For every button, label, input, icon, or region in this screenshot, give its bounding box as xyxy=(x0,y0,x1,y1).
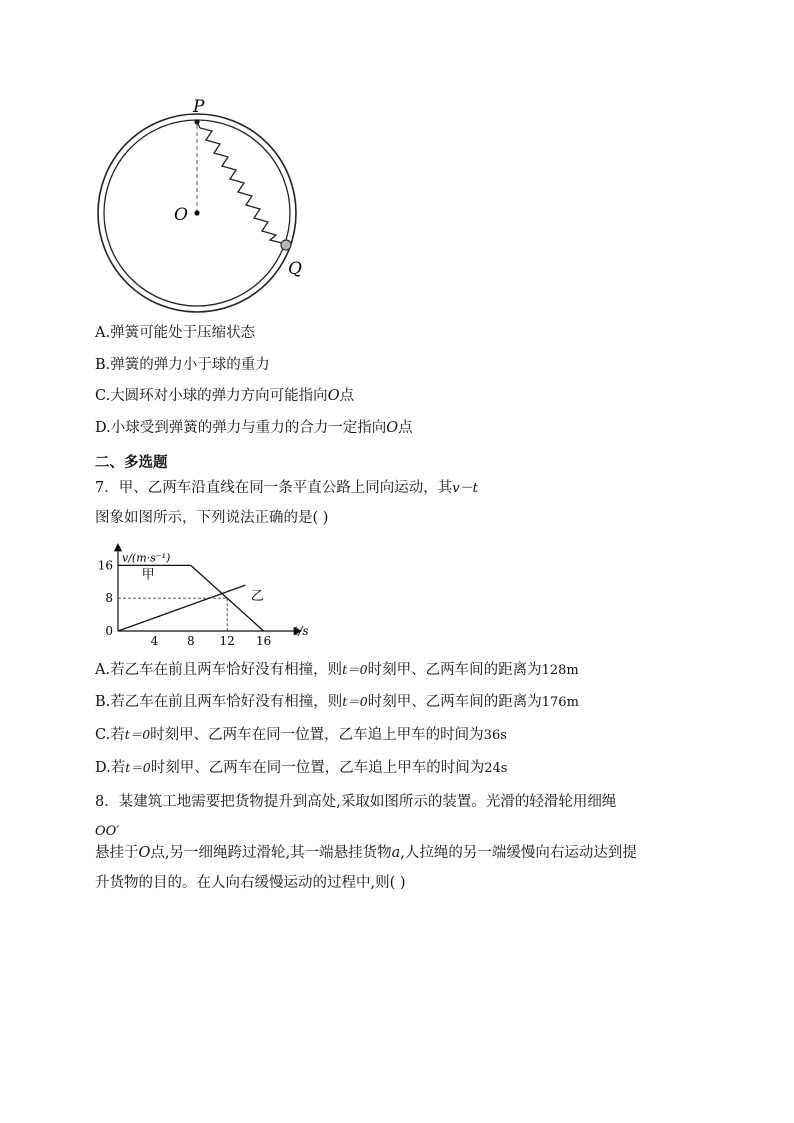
y-tick-label-16: 16 xyxy=(97,558,113,573)
x-tick-label-4: 4 xyxy=(150,634,159,648)
q7-stem-line1: 7．甲、乙两车沿直线在同一条平直公路上同向运动，其v－t xyxy=(95,480,478,496)
q7-option-c: C.若t＝0时刻甲、乙两车在同一位置，乙车追上甲车的时间为36s xyxy=(95,727,507,743)
ball-q xyxy=(281,240,291,250)
q8-line3: 悬挂于O点,另一细绳跨过滑轮,其一端悬挂货物a,人拉绳的另一端缓慢向右运动达到提 xyxy=(95,845,637,861)
q6-option-b: B.弹簧的弹力小于球的重力 xyxy=(95,357,270,373)
section-heading: 二、多选题 xyxy=(95,455,168,471)
q7-option-d: D.若t＝0时刻甲、乙两车在同一位置，乙车追上甲车的时间为24s xyxy=(95,760,508,776)
x-axis-label: t/s xyxy=(293,624,309,638)
y-tick-label-8: 8 xyxy=(105,591,113,606)
q6-option-d: D.小球受到弹簧的弹力与重力的合力一定指向O点 xyxy=(95,420,413,436)
x-tick-label-12: 12 xyxy=(219,634,235,648)
center-point xyxy=(194,210,199,215)
x-tick-label-8: 8 xyxy=(186,634,195,648)
q8-rope-label: OO′ xyxy=(95,824,120,839)
y-axis-label: v/(m·s⁻¹) xyxy=(122,551,171,565)
label-q: Q xyxy=(288,259,302,279)
label-o: O xyxy=(174,205,188,225)
q7-stem-line2: 图象如图所示，下列说法正确的是( ) xyxy=(95,510,329,526)
series-label-yi: 乙 xyxy=(250,588,264,604)
q8-line4: 升货物的目的。在人向右缓慢运动的过程中,则( ) xyxy=(95,875,406,891)
series-line-1 xyxy=(118,585,245,631)
q7-option-a: A.若乙车在前且两车恰好没有相撞，则t＝0时刻甲、乙两车间的距离为128m xyxy=(95,662,579,678)
vt-chart xyxy=(96,535,326,655)
q6-option-c: C.大圆环对小球的弹力方向可能指向O点 xyxy=(95,388,355,404)
q6-option-a: A.弹簧可能处于压缩状态 xyxy=(95,325,256,341)
q7-option-b: B.若乙车在前且两车恰好没有相撞，则t＝0时刻甲、乙两车间的距离为176m xyxy=(95,694,579,710)
origin-label: 0 xyxy=(105,624,113,638)
q8-line1: 8．某建筑工地需要把货物提升到高处,采取如图所示的装置。光滑的轻滑轮用细绳 xyxy=(95,794,617,810)
spring xyxy=(197,122,286,244)
ring-spring-figure xyxy=(90,92,310,322)
label-p: P xyxy=(193,97,205,117)
series-label-jia: 甲 xyxy=(141,567,155,583)
x-tick-label-16: 16 xyxy=(255,634,272,648)
